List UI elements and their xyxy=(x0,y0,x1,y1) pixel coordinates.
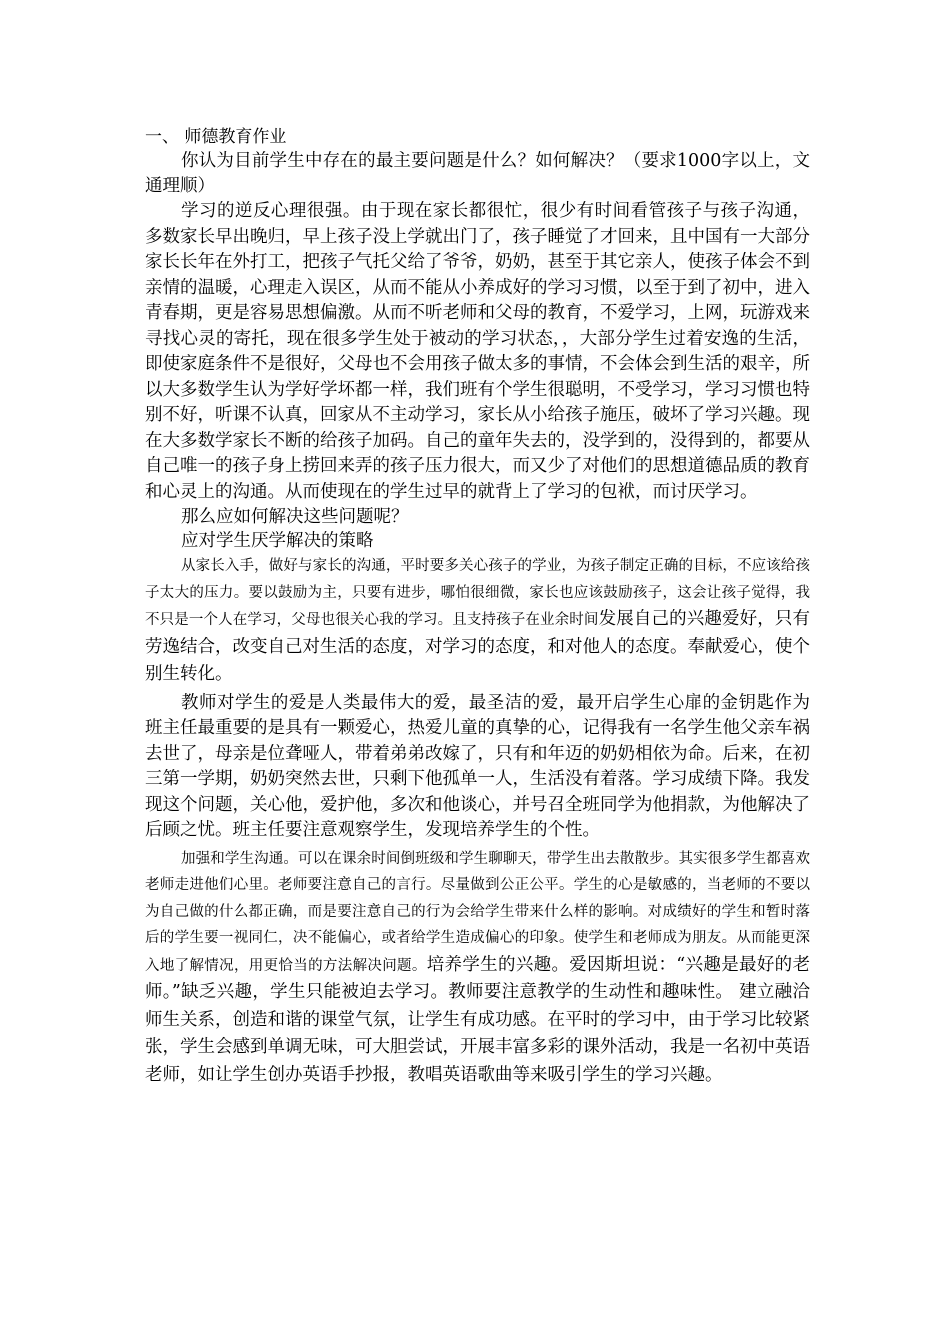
paragraph-communication-small-text: 加强和学生沟通。可以在课余时间倒班级和学生聊聊天，带学生出去散散步。其实很多学生都喜欢老师走进他们心里。老师要注意自己的言行。尽量做到公正公平。学生的心是敏感的，当老师的不要以为自己做的什么都正确，而是要注意自己的行为会给学生带来什么样的影响。对成绩好的学生和暂时落后的学生要一视同仁，决不能偏心，或者给学生造成偏心的印象。使学生和老师成为朋友。从而能更深入地了解情况，用更恰当的方法解决问题。 xyxy=(145,850,810,974)
assignment-question: 你认为目前学生中存在的最主要问题是什么？如何解决？（要求1000字以上，文通理顺） xyxy=(145,151,810,196)
paragraph-parents-large-text: 发展自己的兴趣爱好，只有劳逸结合，改变自己对生活的态度，对学习的态度，和对他人的态度。奉献爱心，使个别生转化。 xyxy=(145,609,811,684)
paragraph-rebellious-psychology: 学习的逆反心理很强。由于现在家长都很忙，很少有时间看管孩子与孩子沟通，多数家长早出晚归，早上孩子没上学就出门了，孩子睡觉了才回来，且中国有一大部分家长长年在外打工，把孩子气托父给了爷爷，奶奶，甚至于其它亲人，使孩子体会不到亲情的温暖，心理走入误区，从而不能从小养成好的学习习惯，以至于到了初中，进入青春期，更是容易思想偏激。从而不听老师和父母的教育，不爱学习，上网，玩游戏来寻找心灵的寄托，现在很多学生处于被动的学习状态，，大部分学生过着安逸的生活，即使家庭条件不是很好，父母也不会用孩子做太多的事情，不会体会到生活的艰辛，所以大多数学生认为学好学坏都一样，我们班有个学生很聪明，不受学习，学习习惯也特别不好，听课不认真，回家从不主动学习，家长从小给孩子施压，破坏了学习兴趣。现在大多数学家长不断的给孩子加码。自己的童年失去的，没学到的，没得到的，都要从自己唯一的孩子身上捞回来弄的孩子压力很大，而又少了对他们的思想道德品质的教育和心灵上的沟通。从而使现在的学生过早的就背上了学习的包袱，而讨厌学习。 xyxy=(145,201,810,502)
paragraph-parents xyxy=(145,553,810,689)
document-body xyxy=(145,126,810,1089)
paragraph-strategy-title: 应对学生厌学解决的策略 xyxy=(181,531,374,551)
paragraph-parents-small-text: 从家长入手，做好与家长的沟通，平时要多关心孩子的学业，为孩子制定正确的目标，不应该给孩子太大的压力。要以鼓励为主，只要有进步，哪怕很细微，家长也应该鼓励孩子，这会让孩子觉得，我不只是一个人在学习，父母也很关心我的学习。且支持孩子在业余时间 xyxy=(145,558,810,628)
paragraph-communication xyxy=(145,846,810,1090)
paragraph-how-to-solve: 那么应如何解决这些问题呢？ xyxy=(181,507,409,527)
paragraph-teacher-love: 教师对学生的爱是人类最伟大的爱，最圣洁的爱，最开启学生心扉的金钥匙作为班主任最重要的是具有一颗爱心，热爱儿童的真挚的心，记得我有一名学生他父亲车祸去世了，母亲是位聋哑人，带着弟弟改嫁了，只有和年迈的奶奶相依为命。后来，在初三第一学期，奶奶突然去世，只剩下他孤单一人，生活没有着落。学习成绩下降。我发现这个问题，关心他，爱护他，多次和他谈心，并号召全班同学为他捐款，为他解决了后顾之忧。班主任要注意观察学生，发现培养学生的个性。 xyxy=(145,692,810,840)
section-heading: 一、 师德教育作业 xyxy=(145,127,287,147)
paragraph-interest-large-text: 培养学生的兴趣。爱因斯坦说：“兴趣是最好的老师。”缺乏兴趣，学生只能被迫去学习。教师要注意教学的生动性和趣味性。 建立融洽师生关系，创造和谐的课堂气氛，让学生有成功感。在平时的学习中，由于学习比较紧张，学生会感到单调无味，可大胆尝试，开展丰富多彩的课外活动，我是一名初中英语老师，如让学生创办英语手抄报，教唱英语歌曲等来吸引学生的学习兴趣。 xyxy=(145,954,810,1085)
